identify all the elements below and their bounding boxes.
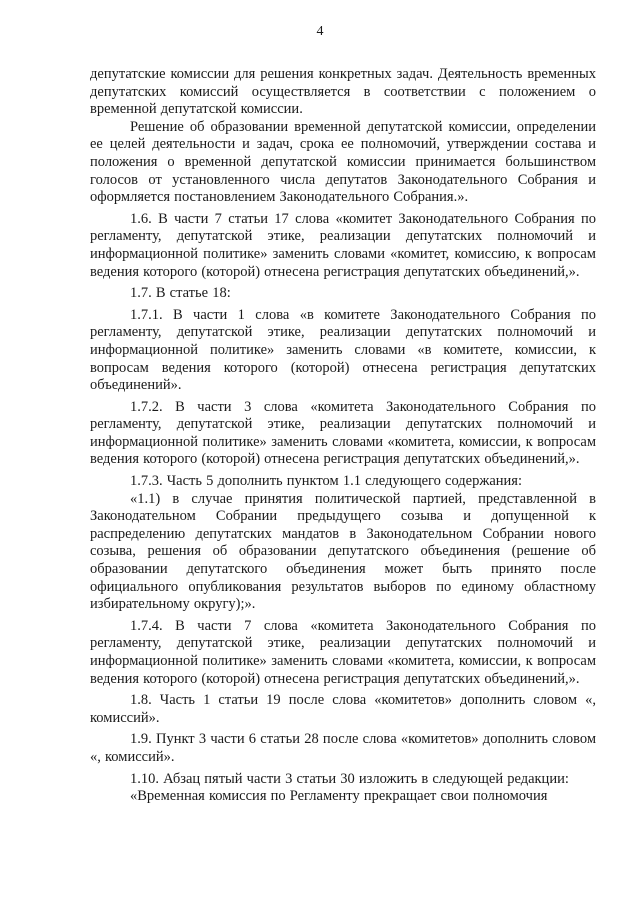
paragraph: 1.8. Часть 1 статьи 19 после слова «комитетов» дополнить словом «, комиссий». (90, 692, 596, 726)
document-body (90, 66, 596, 806)
paragraph: Решение об образовании временной депутатской комиссии, определении ее целей деятельности и задач, срока ее полномочий, утверждении состава и положения о временной депутатской комиссии принимается большинством голосов от установленного числа депутатов Законодательного Собрания и оформляется постановлением Законодательного Собрания.». (90, 118, 596, 206)
paragraph: 1.7.2. В части 3 слова «комитета Законодательного Собрания по регламенту, депутатской этике, реализации депутатских полномочий и информационной политике» заменить словами «комитета, комиссии, к вопросам ведения которого (которой) отнесена регистрация депутатских объединений,». (90, 398, 596, 468)
paragraph: 1.6. В части 7 статьи 17 слова «комитет Законодательного Собрания по регламенту, депутатской этике, реализации депутатских полномочий и информационной политике» заменить словами «комитет, комиссию, к вопросам ведения которого (которой) отнесена регистрация депутатских объединений,». (90, 210, 596, 280)
paragraph: «1.1) в случае принятия политической партией, представленной в Законодательном Собрании предыдущего созыва и допущенной к распределению депутатских мандатов в Законодательном Собрании нового созыва, решения об образовании депутатского объединения (решение об образовании депутатского объединения может быть принято после официального опубликования результатов выборов по единому областному избирательному округу);». (90, 490, 596, 613)
paragraph: 1.9. Пункт 3 части 6 статьи 28 после слова «комитетов» дополнить словом «, комиссий». (90, 731, 596, 765)
paragraph: 1.7.1. В части 1 слова «в комитете Законодательного Собрания по регламенту, депутатской этике, реализации депутатских полномочий и информационной политике» заменить словами «в комитете, комиссии, к вопросам ведения которого (которой) отнесена регистрация депутатских объединений». (90, 306, 596, 394)
paragraph: депутатские комиссии для решения конкретных задач. Деятельность временных депутатских комиссий осуществляется в соответствии с положением о временной депутатской комиссии. (90, 66, 596, 118)
paragraph: «Временная комиссия по Регламенту прекращает свои полномочия (130, 788, 548, 805)
paragraph: 1.10. Абзац пятый части 3 статьи 30 изложить в следующей редакции: (130, 770, 569, 787)
paragraph: 1.7. В статье 18: (130, 285, 231, 302)
page-number: 4 (316, 24, 324, 39)
paragraph: 1.7.4. В части 7 слова «комитета Законодательного Собрания по регламенту, депутатской этике, реализации депутатских полномочий и информационной политике» заменить словами «комитета, комиссии, к вопросам ведения которого (которой) отнесена регистрация депутатских объединений,». (90, 617, 596, 687)
paragraph: 1.7.3. Часть 5 дополнить пунктом 1.1 следующего содержания: (130, 473, 523, 490)
